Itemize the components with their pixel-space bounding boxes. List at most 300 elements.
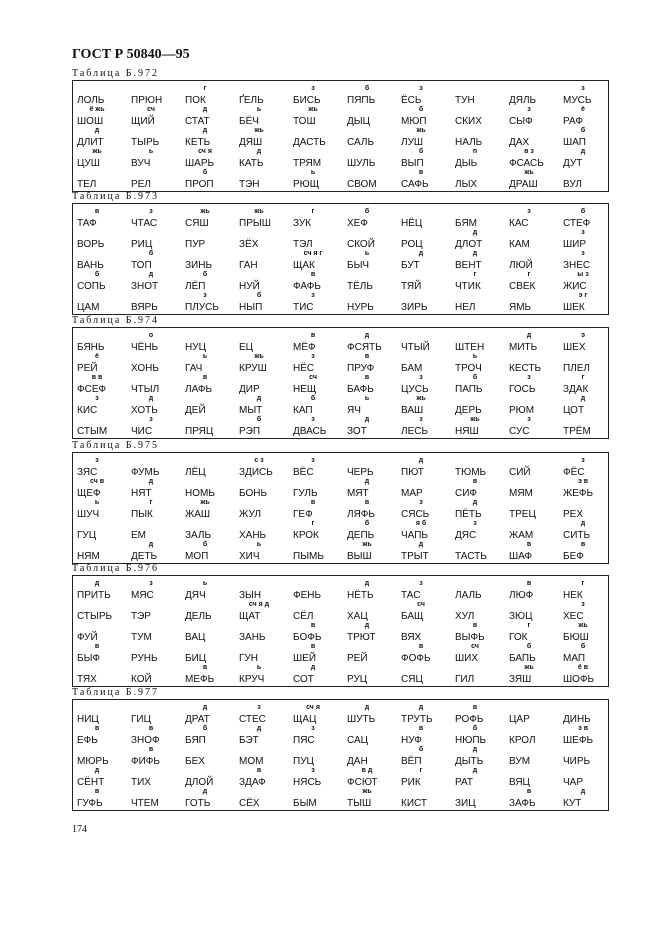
word-text: НЕК: [563, 590, 583, 601]
word-text: МОП: [185, 551, 209, 562]
annotation-mark: ь: [94, 499, 100, 506]
table-cell: [131, 108, 185, 130]
annotation-mark: г: [311, 520, 315, 527]
table-cell: [509, 666, 563, 688]
word-text: ТЫШ: [347, 798, 372, 809]
word-text: ХОНЬ: [131, 363, 159, 374]
word-text: НЫП: [239, 302, 263, 313]
word-text: КЕСТЬ: [509, 363, 542, 374]
word-text: НИЦ: [77, 714, 99, 725]
table-cell: [455, 273, 509, 295]
word-text: ВУЛ: [563, 179, 582, 190]
word-text: ДИНЬ: [563, 714, 591, 725]
table-cell: [293, 582, 347, 604]
annotation-mark: о: [148, 332, 154, 339]
annotation-mark: п: [472, 148, 478, 155]
word-text: НЯСЬ: [293, 777, 322, 788]
table-cell: [239, 666, 293, 688]
annotation-mark: д: [364, 416, 370, 423]
table-cell: [563, 171, 617, 193]
word-text: ФОФЬ: [401, 653, 431, 664]
word-text: ЧТИК: [455, 281, 481, 292]
word-text: ТИС: [293, 302, 314, 313]
word-text: ДРАТ: [185, 714, 210, 725]
annotation-mark: з: [581, 601, 585, 608]
word-text: ТРЫТ: [401, 551, 429, 562]
table-cell: [401, 543, 455, 565]
table-cell: [131, 418, 185, 440]
annotation-mark: в: [148, 746, 154, 753]
annotation-mark: з: [527, 374, 531, 381]
annotation-mark: в: [310, 499, 316, 506]
annotation-mark: б: [472, 374, 478, 381]
annotation-mark: в: [310, 643, 316, 650]
annotation-mark: в: [94, 208, 100, 215]
annotation-mark: в д: [361, 767, 373, 774]
annotation-mark: д: [202, 127, 208, 134]
word-text: КАМ: [509, 239, 530, 250]
word-text: СОПЬ: [77, 281, 106, 292]
word-text: НУФ: [401, 735, 422, 746]
table-cell: [401, 418, 455, 440]
table-cell: [239, 171, 293, 193]
table-cell: [401, 252, 455, 274]
word-text: ДЫЬ: [455, 158, 478, 169]
annotation-mark: д: [472, 767, 478, 774]
annotation-mark: д: [148, 478, 154, 485]
word-text: ПАПЬ: [455, 384, 483, 395]
table-cell: [347, 273, 401, 295]
word-text: ЧТАС: [131, 218, 158, 229]
annotation-mark: б: [202, 725, 208, 732]
table-cell: [509, 727, 563, 749]
annotation-mark: ё: [95, 353, 99, 360]
annotation-mark: ь: [310, 169, 316, 176]
word-text: КАП: [293, 405, 313, 416]
table-cell: [509, 210, 563, 232]
annotation-mark: э: [581, 332, 585, 339]
word-text: ЗНОТ: [131, 281, 159, 292]
word-text: НЮПЬ: [455, 735, 487, 746]
table-cell: [239, 252, 293, 274]
word-text: ЦУСЬ: [401, 384, 429, 395]
annotation-mark: жь: [254, 208, 264, 215]
annotation-mark: д: [364, 704, 370, 711]
table-cell: [185, 459, 239, 481]
annotation-mark: д: [580, 520, 586, 527]
word-text: ЗОТ: [347, 426, 367, 437]
annotation-mark: з: [149, 580, 153, 587]
annotation-mark: сч в: [89, 478, 105, 485]
word-text: ҐЕЛЬ: [239, 95, 264, 106]
word-text: ЗДАФ: [239, 777, 266, 788]
word-text: ЛОЛЬ: [77, 95, 105, 106]
word-text: БАФЬ: [347, 384, 374, 395]
annotation-mark: жь: [254, 127, 264, 134]
word-text: ДЯЧ: [185, 590, 206, 601]
annotation-mark: д: [418, 541, 424, 548]
word-text: ВУЧ: [131, 158, 151, 169]
table-cell: [131, 273, 185, 295]
table-cell: [239, 480, 293, 502]
word-text: ВУМ: [509, 756, 531, 767]
word-text: ГЕФ: [293, 509, 313, 520]
word-text: КАС: [509, 218, 529, 229]
annotation-mark: в: [310, 332, 316, 339]
word-text: ДЕЙ: [185, 405, 206, 416]
table-cell: [77, 501, 131, 523]
table-row: [73, 334, 608, 356]
word-text: ЕМ: [131, 530, 146, 541]
table-cell: [509, 790, 563, 812]
word-text: ЛЁП: [185, 281, 206, 292]
table-cell: [293, 108, 347, 130]
word-text: САЛЬ: [347, 137, 375, 148]
word-text: ХУЛ: [455, 611, 475, 622]
annotation-mark: з: [311, 292, 315, 299]
table-cell: [77, 231, 131, 253]
table-cell: [509, 459, 563, 481]
word-text: ФЁС: [563, 467, 585, 478]
annotation-mark: з: [311, 457, 315, 464]
table-cell: [131, 355, 185, 377]
annotation-mark: г: [581, 580, 585, 587]
table-cell: [239, 790, 293, 812]
table-cell: [131, 666, 185, 688]
table-caption: Таблица Б.972: [72, 68, 160, 79]
word-text: ДЫТЬ: [455, 756, 484, 767]
annotation-mark: сч: [309, 374, 317, 381]
annotation-mark: сч я: [198, 148, 212, 155]
table-cell: [185, 543, 239, 565]
word-text: ЛЮЙ: [509, 260, 533, 271]
table-caption: Таблица Б.974: [72, 315, 160, 326]
annotation-mark: ы з: [577, 271, 589, 278]
table-row: [73, 418, 608, 440]
word-text: ЗАЛЬ: [185, 530, 212, 541]
annotation-mark: жь: [92, 148, 102, 155]
word-text: МЁФ: [293, 342, 316, 353]
annotation-mark: с з: [254, 457, 264, 464]
table-cell: [239, 355, 293, 377]
word-text: ЩАТ: [239, 611, 261, 622]
word-text: САЦ: [347, 735, 369, 746]
word-text: КРУЧ: [239, 674, 265, 685]
word-text: СЯЦ: [401, 674, 423, 685]
table-cell: [239, 231, 293, 253]
annotation-mark: з: [419, 499, 423, 506]
word-text: ЧАПЬ: [401, 530, 428, 541]
word-text: ПРЮН: [131, 95, 163, 106]
word-text: БОФЬ: [293, 632, 322, 643]
table-cell: [509, 334, 563, 356]
word-text: ШТЕН: [455, 342, 485, 353]
word-text: БАМ: [401, 363, 423, 374]
table-cell: [455, 543, 509, 565]
word-text: ЦОТ: [563, 405, 585, 416]
word-text: ЩАК: [293, 260, 315, 271]
word-text: НЕЩ: [293, 384, 317, 395]
table-cell: [185, 418, 239, 440]
word-text: РАТ: [455, 777, 473, 788]
table-caption: Таблица Б.975: [72, 440, 160, 451]
word-text: РУЦ: [347, 674, 368, 685]
word-text: ТАФ: [77, 218, 97, 229]
annotation-mark: б: [364, 208, 370, 215]
table-cell: [131, 543, 185, 565]
word-text: ЗДАК: [563, 384, 589, 395]
annotation-mark: б: [580, 208, 586, 215]
word-text: НЁЦ: [401, 218, 423, 229]
table-cell: [77, 603, 131, 625]
table-cell: [401, 790, 455, 812]
annotation-mark: з: [581, 85, 585, 92]
table-cell: [509, 748, 563, 770]
table-cell: [77, 418, 131, 440]
annotation-mark: з: [581, 229, 585, 236]
table-cell: [185, 376, 239, 398]
word-text: ПЛЕЛ: [563, 363, 590, 374]
table-cell: [347, 252, 401, 274]
table-cell: [131, 334, 185, 356]
word-text: ЧТЕМ: [131, 798, 159, 809]
annotation-mark: д: [256, 395, 262, 402]
word-text: БУТ: [401, 260, 420, 271]
annotation-mark: д: [364, 580, 370, 587]
word-text: ГУЦ: [77, 530, 97, 541]
word-text: МИТЬ: [509, 342, 538, 353]
word-text: БЫФ: [77, 653, 101, 664]
word-text: ГУЛЬ: [293, 488, 318, 499]
word-text: ЗАФЬ: [509, 798, 536, 809]
annotation-mark: в: [418, 725, 424, 732]
annotation-mark: б: [418, 746, 424, 753]
table-cell: [185, 748, 239, 770]
table-cell: [347, 706, 401, 728]
word-text: ФСЯТЬ: [347, 342, 382, 353]
word-text: ШАФ: [509, 551, 533, 562]
word-text: ШОШ: [77, 116, 104, 127]
table-cell: [293, 727, 347, 749]
annotation-mark: д: [472, 499, 478, 506]
table-cell: [131, 603, 185, 625]
word-text: БЕФ: [563, 551, 584, 562]
table-cell: [455, 150, 509, 172]
annotation-mark: з: [311, 353, 315, 360]
annotation-mark: в з: [524, 148, 534, 155]
table-cell: [563, 418, 617, 440]
word-text: ЗИНЬ: [185, 260, 213, 271]
annotation-mark: жь: [362, 788, 372, 795]
word-text: РЮЩ: [293, 179, 320, 190]
table-cell: [347, 666, 401, 688]
table-cell: [293, 522, 347, 544]
annotation-mark: д: [418, 457, 424, 464]
word-text: СЁНТ: [77, 777, 105, 788]
annotation-mark: д: [202, 788, 208, 795]
annotation-mark: з: [419, 85, 423, 92]
annotation-mark: з: [95, 395, 99, 402]
word-text: РИЦ: [131, 239, 153, 250]
word-text: БЭТ: [239, 735, 259, 746]
annotation-mark: д: [526, 332, 532, 339]
table-cell: [239, 603, 293, 625]
annotation-mark: з: [311, 767, 315, 774]
word-text: МЯС: [131, 590, 154, 601]
table-cell: [455, 376, 509, 398]
word-text: КАТЬ: [239, 158, 264, 169]
annotation-mark: г: [527, 622, 531, 629]
word-text: ТОП: [131, 260, 152, 271]
word-text: ЗИРЬ: [401, 302, 428, 313]
word-text: СКИХ: [455, 116, 482, 127]
annotation-mark: д: [580, 788, 586, 795]
word-text: ВЁС: [293, 467, 314, 478]
table-cell: [401, 769, 455, 791]
annotation-mark: жь: [524, 169, 534, 176]
annotation-mark: в: [256, 767, 262, 774]
word-text: ДЕТЬ: [131, 551, 158, 562]
word-text: ЗНОФ: [131, 735, 160, 746]
table-cell: [455, 769, 509, 791]
word-text: МУСЬ: [563, 95, 592, 106]
word-text: ТРЯМ: [293, 158, 322, 169]
word-text: ШИХ: [455, 653, 479, 664]
word-text: СТЫМ: [77, 426, 108, 437]
table-caption: Таблица Б.977: [72, 687, 160, 698]
annotation-mark: в: [364, 499, 370, 506]
table-cell: [509, 231, 563, 253]
annotation-mark: сч: [147, 106, 155, 113]
word-text: ЗАНЬ: [239, 632, 266, 643]
word-text: СТАТ: [185, 116, 210, 127]
annotation-mark: ь: [472, 353, 478, 360]
table-cell: [131, 769, 185, 791]
table-cell: [455, 108, 509, 130]
word-text: СВОМ: [347, 179, 377, 190]
word-text: ФАФЬ: [293, 281, 321, 292]
word-text: САФЬ: [401, 179, 429, 190]
word-text: ХИЧ: [239, 551, 260, 562]
word-text: ЛУШ: [401, 137, 424, 148]
table-cell: [293, 543, 347, 565]
annotation-mark: б: [364, 520, 370, 527]
word-text: ШУТЬ: [347, 714, 376, 725]
word-text: ПОК: [185, 95, 206, 106]
word-text: ТОШ: [293, 116, 316, 127]
word-text: НЁТЬ: [347, 590, 374, 601]
word-text: ФИФЬ: [131, 756, 160, 767]
table-cell: [293, 666, 347, 688]
table-cell: [239, 150, 293, 172]
word-text: НУЙ: [239, 281, 260, 292]
table-cell: [455, 522, 509, 544]
table-cell: [509, 480, 563, 502]
table-cell: [77, 645, 131, 667]
table-row: [73, 294, 608, 316]
annotation-mark: ь: [256, 541, 262, 548]
table-cell: [563, 397, 617, 419]
annotation-mark: г: [473, 271, 477, 278]
word-text: ДИР: [239, 384, 260, 395]
word-text: ЧЁНЬ: [131, 342, 159, 353]
table-cell: [347, 645, 401, 667]
annotation-mark: д: [364, 622, 370, 629]
annotation-mark: з: [419, 374, 423, 381]
word-table: [72, 327, 609, 439]
table-cell: [509, 376, 563, 398]
word-text: СИЙ: [509, 467, 531, 478]
word-text: ПРЫШ: [239, 218, 271, 229]
table-cell: [185, 666, 239, 688]
word-text: ЁСЬ: [401, 95, 422, 106]
word-text: КОЙ: [131, 674, 152, 685]
word-text: ВАНЬ: [77, 260, 104, 271]
annotation-mark: б: [148, 250, 154, 257]
word-text: ЩИЙ: [131, 116, 155, 127]
word-text: ЛАФЬ: [185, 384, 213, 395]
table-cell: [401, 603, 455, 625]
word-text: ГАН: [239, 260, 258, 271]
word-text: СИФ: [455, 488, 478, 499]
word-text: ГАЧ: [185, 363, 203, 374]
word-text: ХЕС: [563, 611, 584, 622]
annotation-mark: сч: [417, 601, 425, 608]
annotation-mark: в: [580, 541, 586, 548]
word-text: ТУМ: [131, 632, 152, 643]
annotation-mark: д: [310, 664, 316, 671]
word-text: ФУЙ: [77, 632, 98, 643]
annotation-mark: б: [418, 148, 424, 155]
word-text: ПЛУСЬ: [185, 302, 219, 313]
annotation-mark: з: [311, 416, 315, 423]
word-text: НЯШ: [455, 426, 479, 437]
word-text: СЯСЬ: [401, 509, 430, 520]
word-text: ФСАСЬ: [509, 158, 544, 169]
table-cell: [185, 582, 239, 604]
table-cell: [347, 294, 401, 316]
word-text: ДАН: [347, 756, 368, 767]
word-text: ЗДИСЬ: [239, 467, 273, 478]
annotation-mark: з: [581, 250, 585, 257]
word-text: НЯТ: [131, 488, 152, 499]
word-text: ГИЦ: [131, 714, 151, 725]
table-row: [73, 582, 608, 604]
word-text: НЯМ: [77, 551, 100, 562]
word-text: ЗЫН: [239, 590, 262, 601]
annotation-mark: в: [472, 478, 478, 485]
word-text: МЮРЬ: [77, 756, 109, 767]
word-text: ЗЯС: [77, 467, 98, 478]
word-text: МЯТ: [347, 488, 369, 499]
word-text: ТЁЛЬ: [347, 281, 373, 292]
annotation-mark: б: [310, 395, 316, 402]
table-cell: [563, 543, 617, 565]
table-row: [73, 273, 608, 295]
word-text: ЧАР: [563, 777, 584, 788]
word-text: БЕХ: [185, 756, 205, 767]
word-text: ТЭР: [131, 611, 151, 622]
table-cell: [293, 459, 347, 481]
annotation-mark: б: [364, 85, 370, 92]
annotation-mark: д: [580, 395, 586, 402]
word-text: МЮП: [401, 116, 427, 127]
table-cell: [239, 418, 293, 440]
annotation-mark: в: [94, 643, 100, 650]
word-text: ЗИЦ: [455, 798, 476, 809]
word-text: РУНЬ: [131, 653, 158, 664]
word-text: ХАНЬ: [239, 530, 267, 541]
